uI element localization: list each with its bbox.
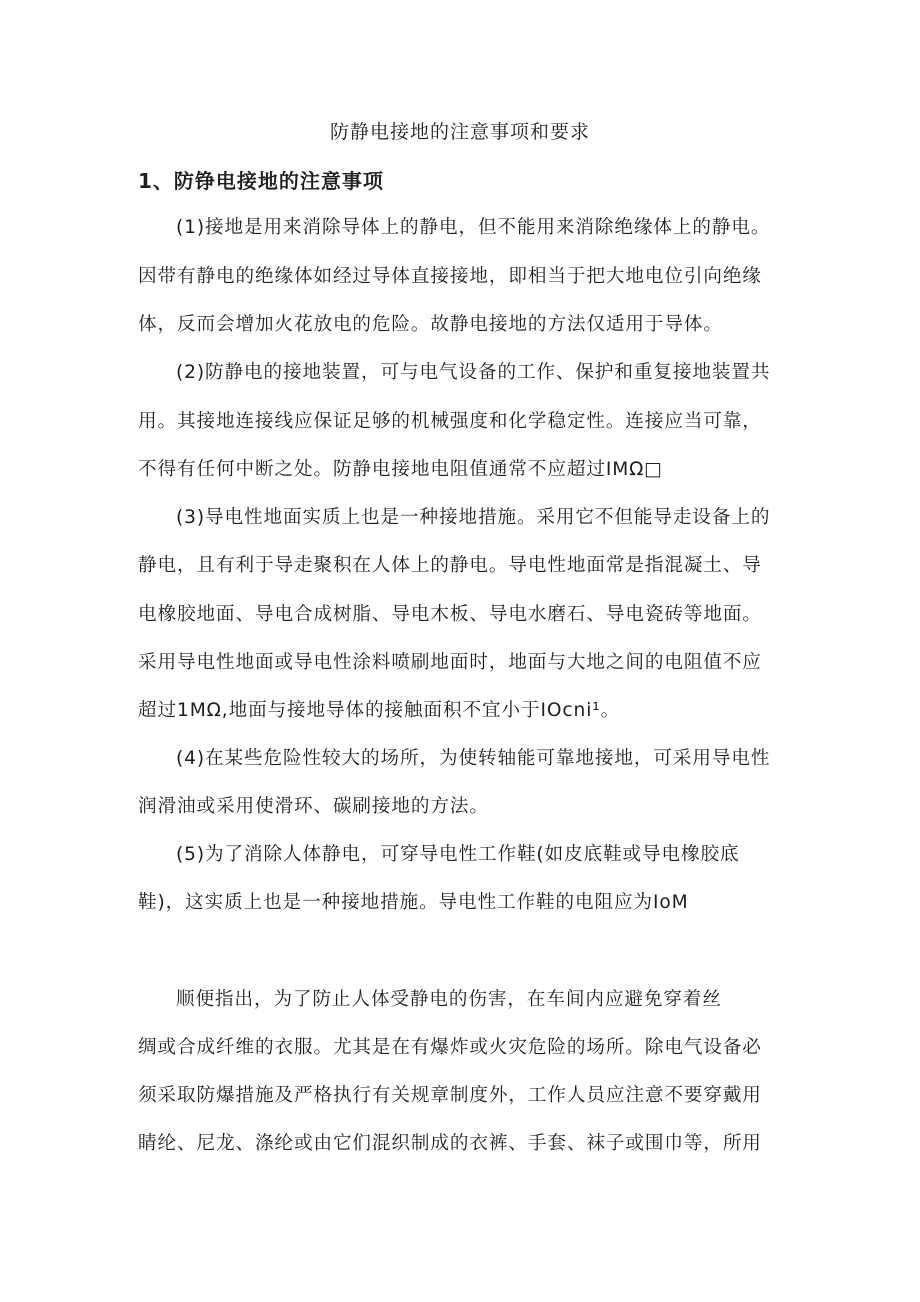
- document-title: 防静电接地的注意事项和要求: [329, 121, 590, 143]
- paragraph-line: 采用导电性地面或导电性涂料喷刷地面时，地面与大地之间的电阻值不应: [138, 652, 762, 673]
- section-heading: 1、防铮电接地的注意事项: [138, 169, 384, 193]
- paragraph-line: 润滑油或采用使滑环、碳刷接地的方法。: [138, 796, 489, 817]
- paragraph-line: (5)为了消除人体静电，可穿导电性工作鞋(如皮底鞋或导电橡胶底: [176, 844, 740, 865]
- paragraph-line: 鞋)，这实质上也是一种接地措施。导电性工作鞋的电阻应为IoM: [138, 892, 689, 913]
- paragraph-line: 用。其接地连接线应保证足够的机械强度和化学稳定性。连接应当可靠，: [138, 411, 762, 432]
- paragraph-line: (1)接地是用来消除导体上的静电，但不能用来消除绝缘体上的静电。: [176, 217, 771, 238]
- paragraph-line: 因带有静电的绝缘体如经过导体直接接地，即相当于把大地电位引向绝缘: [138, 266, 762, 287]
- paragraph-line: 超过1MΩ,地面与接地导体的接触面积不宜小于IOcni¹。: [138, 700, 621, 721]
- paragraph-line: 睛纶、尼龙、涤纶或由它们混织制成的衣裤、手套、袜子或围巾等，所用: [138, 1133, 762, 1154]
- paragraph-line: 须采取防爆措施及严格执行有关规章制度外，工作人员应注意不要穿戴用: [138, 1085, 762, 1106]
- paragraph-line: (3)导电性地面实质上也是一种接地措施。采用它不但能导走设备上的: [176, 507, 771, 528]
- paragraph-line: (4)在某些危险性较大的场所，为使转轴能可靠地接地，可采用导电性: [176, 748, 771, 769]
- paragraph-line: (2)防静电的接地装置，可与电气设备的工作、保护和重复接地装置共: [176, 362, 771, 383]
- paragraph-line: 体，反而会增加火花放电的危险。故静电接地的方法仅适用于导体。: [138, 314, 723, 335]
- paragraph-line: 静电，且有利于导走聚积在人体上的静电。导电性地面常是指混凝土、导: [138, 555, 762, 576]
- paragraph-line: 顺便指出，为了防止人体受静电的伤害，在车间内应避免穿着丝: [176, 989, 722, 1010]
- paragraph-line: 不得有任何中断之处。防静电接地电阻值通常不应超过IMΩ□: [138, 459, 663, 480]
- paragraph-line: 电橡胶地面、导电合成树脂、导电木板、导电水磨石、导电瓷砖等地面。: [138, 604, 762, 625]
- paragraph-line: 绸或合成纤维的衣服。尤其是在有爆炸或火灾危险的场所。除电气设备必: [138, 1037, 762, 1058]
